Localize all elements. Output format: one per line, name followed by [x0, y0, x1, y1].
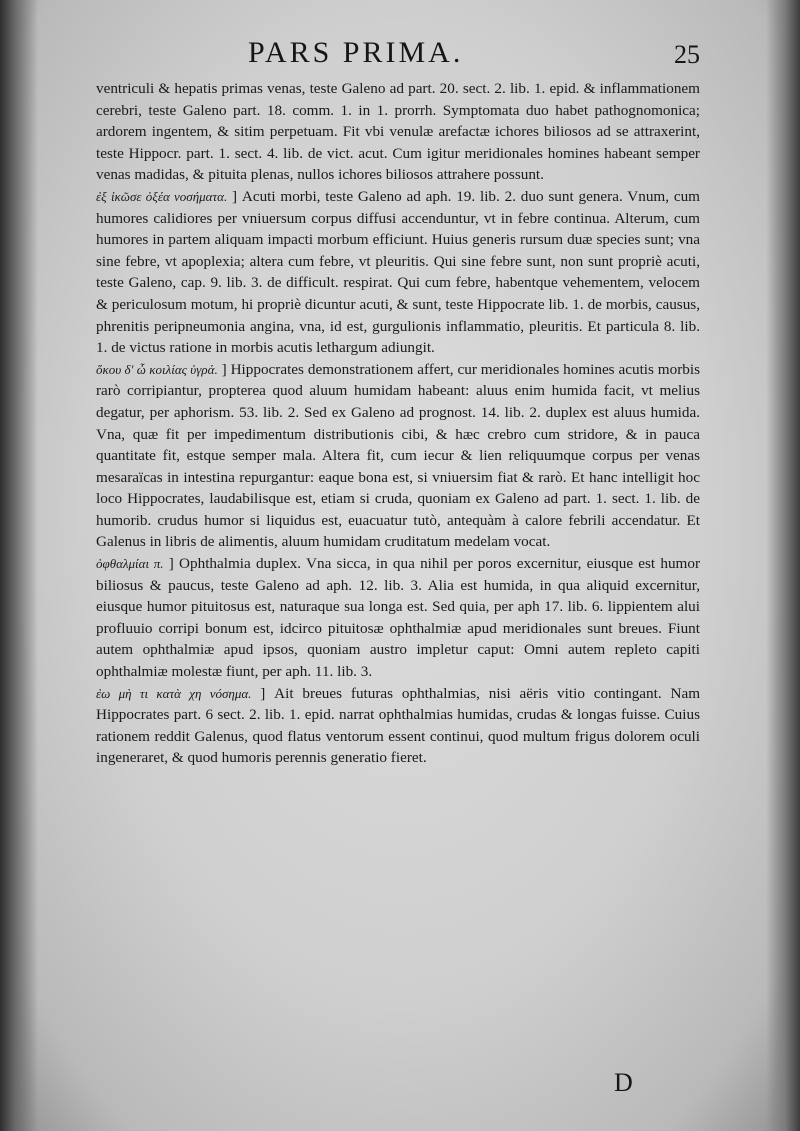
paragraph-text: ] Ait breues futuras ophthalmias, nisi aëris vitio contingant. Nam Hippocrates part. 6 sect. 2. lib. 1. epid. narrat ophthalmias humidas, crudas & longas fuisse. Cuius rationem reddit Galenus, quod flatus ventorum essent continui, quod multum frigus dolorem oculi ingeneraret, & quod humoris perennis generatio fieret. — [96, 684, 701, 767]
running-head — [0, 36, 800, 76]
greek-lemma: ὀφθαλμίαι π. — [96, 556, 164, 572]
greek-lemma: ἐω μὴ τι κατὰ χη νόσημα. — [96, 685, 252, 701]
page-title: PARS PRIMA. — [248, 36, 464, 69]
paragraph-text: ] Hippocrates demonstrationem affert, cur meridionales homines acutis morbis rarò corripiantur, propterea quod aluum humidam habeant: aluus enim humida facit, vt melius degatur, per aphorism. 53. lib. 2. Sed ex Galeno ad prognost. 14. lib. 2. duplex est aluus humida. Vna, quæ fit per impedimentum distributionis cibi, & hæc crebro cum stridore, & in pauca quantitate fit, estque semper mala. Altera fit, cum iecur & lien reliquumque corpus per venas mesaraïcas in intestina repurgantur: eaque bona est, si vniuersim fiat & rarò. Et hanc intelligit hoc loco Hippocrates, laudabilisque est, etiam si cruda, quoniam ex Galeno ad part. 1. sect. 1. lib. de humorib. crudus humor si liquidus est, euacuatur tutò, antequàm à calore febrili accendatur. Et Galenus in libris de alimentis, aluum humidam cruditatum medelam vocat. — [96, 360, 701, 551]
paragraph — [96, 553, 700, 683]
greek-lemma: ὅκου δ' ὦ κοιλίας ὑγρά. — [96, 361, 218, 377]
paragraph — [96, 683, 700, 769]
catchword: D — [614, 1068, 633, 1097]
paragraph — [96, 186, 700, 359]
paragraph-text: ] Acuti morbi, teste Galeno ad aph. 19. lib. 2. duo sunt genera. Vnum, cum humores calidiores per vniuersum corpus diffusi accenduntur, vt in febre continua. Alterum, cum humores in partem aliquam impacti morbum efficiunt. Huius generis rursum duæ species sunt; vna sine febre, vt apoplexia; altera cum febre, vt pleuritis. Qui sine febre sunt, non sunt propriè acuti, teste Galeno, cap. 9. lib. 3. de difficult. respirat. Qui cum febre, habentque vehementem, velocem & periculosum motum, hi propriè dicuntur acuti, & sunt, teste Hippocrate lib. 1. de morbis, causus, phrenitis peripneumonia angina, vna, id est, gurgulionis inflammatio, pleuritis. Et particula 8. lib. 1. de victus ratione in morbis acutis lethargum adiungit. — [96, 187, 700, 357]
page-number: 25 — [674, 40, 700, 69]
paragraph — [96, 359, 700, 553]
paragraph-text: ] Ophthalmia duplex. Vna sicca, in qua nihil per poros excernitur, eiusque est humor biliosus & paucus, teste Galeno ad aph. 12. lib. 3. Alia est humida, in qua aliquid excernitur, eiusque humor pituitosus est, naturaque sua longa est. Sed quia, per aph 17. lib. 6. lippientem alui profluuio corripi bonum est, idcirco pituitosæ ophthalmiæ apud meridionales sunt breues. Fiunt autem ophthalmiæ apud ipsos, quoniam austro impletur caput: Omni autem repleto capiti ophthalmiæ molestæ fiunt, per aph. 11. lib. 3. — [96, 555, 701, 681]
greek-lemma: ἐξ ἰκῶσε ὀξέα νοσήματα. — [96, 188, 228, 204]
paragraph-text: ventriculi & hepatis primas venas, teste Galeno ad part. 20. sect. 2. lib. 1. epid. & inflammationem cerebri, teste Galeno part. 18. comm. 1. in 1. prorrh. Symptomata duo habet pathognomonica; ardorem ingentem, & sitim perpetuam. Fit vbi venulæ arefactæ ichores biliosos ad se attraxerint, teste Hippocr. part. 1. sect. 4. lib. de vict. acut. Cum igitur meridionales homines habeant semper venas madidas, & pituita plenas, nullos ichores biliosos attrahere possunt. — [96, 80, 700, 184]
body-text — [96, 78, 700, 769]
page-shadow-left — [0, 0, 38, 1131]
paragraph — [96, 78, 700, 186]
page-shadow-right — [766, 0, 800, 1131]
